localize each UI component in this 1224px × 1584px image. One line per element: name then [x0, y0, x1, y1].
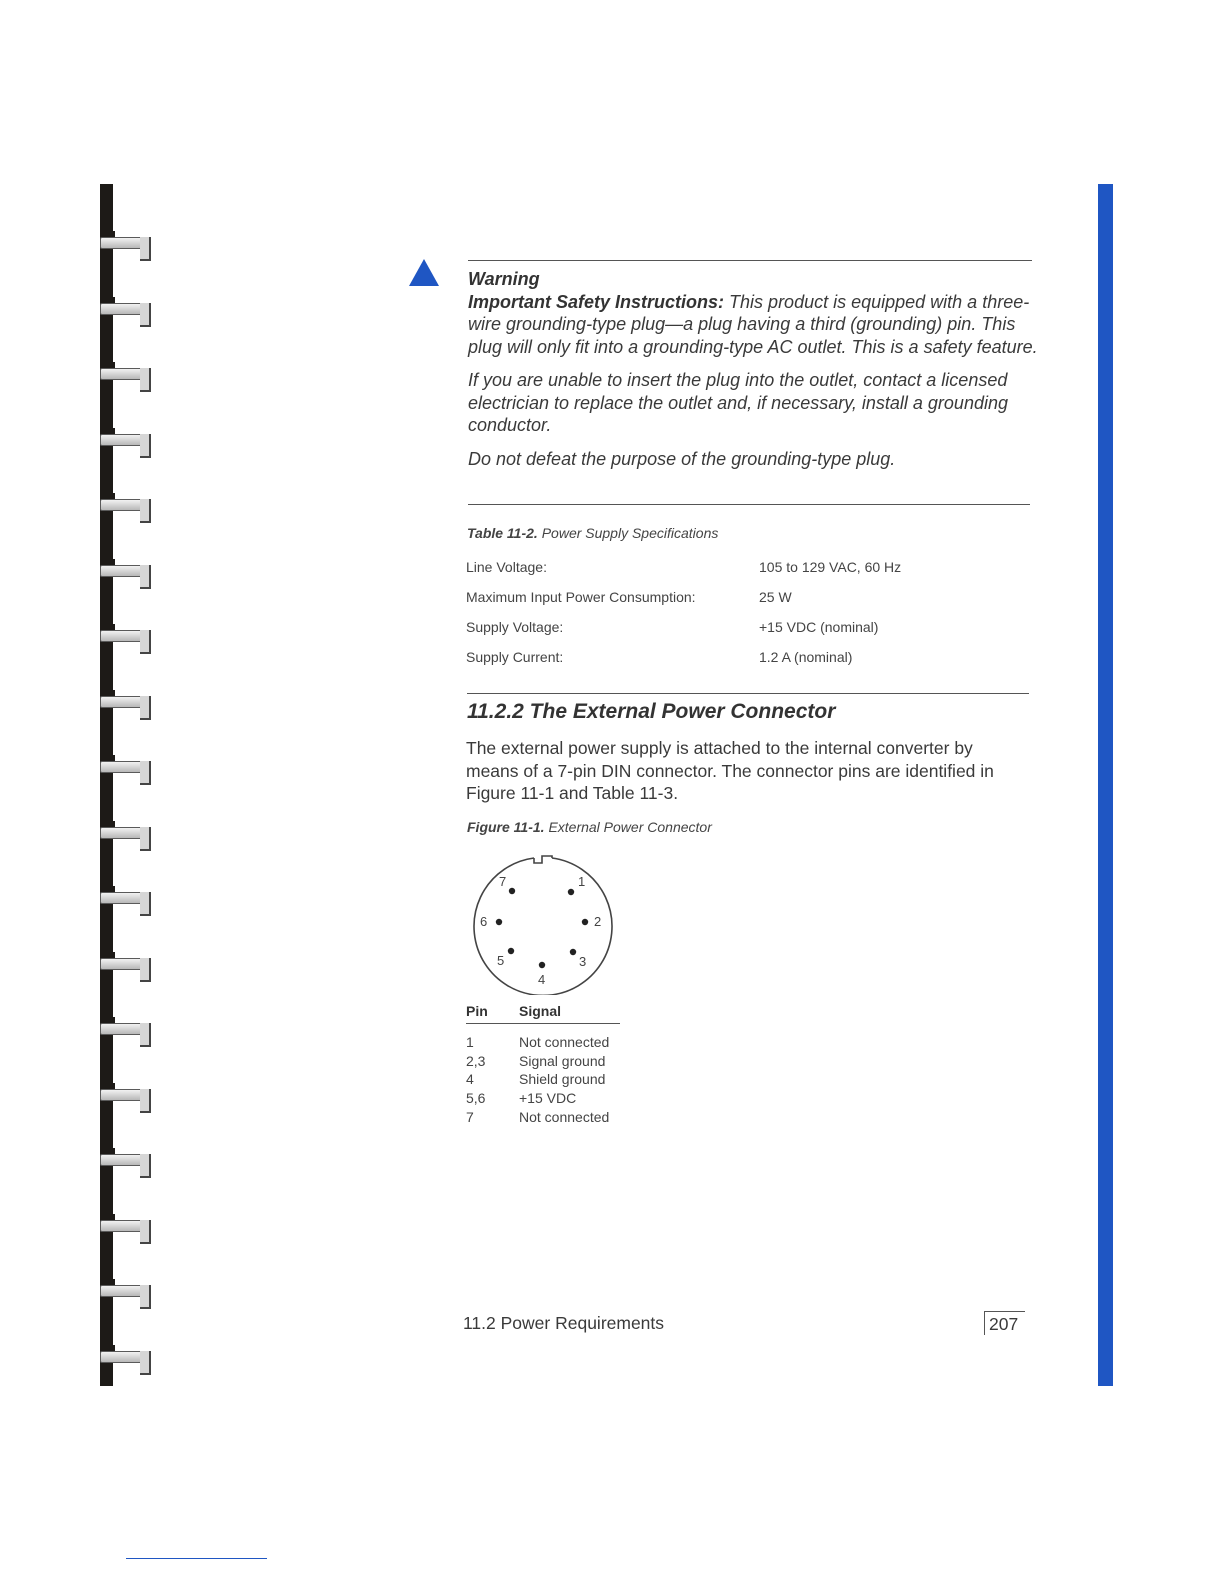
pin-2-dot [582, 919, 588, 925]
warning-paragraph-1 [468, 291, 1043, 359]
pin-label: 5 [497, 953, 505, 968]
binding-coil [100, 1015, 152, 1045]
pin-4-dot [539, 962, 545, 968]
warning-top-rule [468, 260, 1032, 261]
binding-coil [100, 557, 152, 587]
figure-label: Figure 11-1. [467, 819, 545, 835]
pin-7-dot [509, 888, 515, 894]
signal-cell: Signal ground [519, 1052, 606, 1069]
binding-coil [100, 1212, 152, 1242]
table-row [466, 1109, 626, 1128]
table-label: Table 11-2. [467, 525, 538, 541]
pin-label: 1 [578, 874, 586, 889]
binding-coil [100, 884, 152, 914]
signal-header: Signal [519, 1003, 562, 1019]
section-rule [467, 693, 1029, 694]
warning-bottom-rule [468, 504, 1030, 505]
binding-coil [100, 688, 152, 718]
pin-signal-table [466, 1003, 626, 1127]
table-caption-text: Power Supply Specifications [541, 525, 719, 541]
warning-triangle-icon [409, 259, 439, 286]
pin-label: 3 [579, 954, 587, 969]
pin-label: 2 [594, 914, 602, 929]
binding-coil [100, 1081, 152, 1111]
binding-coil [100, 819, 152, 849]
binding-coil [100, 229, 152, 259]
pin-3-dot [570, 949, 576, 955]
pin-cell: 5,6 [466, 1090, 486, 1107]
binding-coil [100, 950, 152, 980]
warning-title: Warning [468, 269, 540, 289]
warning-block [468, 268, 1043, 470]
binding-coil [100, 360, 152, 390]
pin-header: Pin [466, 1003, 488, 1019]
table-caption [467, 525, 718, 541]
figure-caption [467, 819, 712, 835]
spiral-binding [100, 184, 160, 1386]
table-row [466, 1071, 626, 1090]
spec-value: 1.2 A (nominal) [759, 649, 853, 665]
footer-section-title: 11.2 Power Requirements [463, 1313, 665, 1333]
signal-cell: Not connected [519, 1108, 610, 1125]
spec-row [466, 649, 1026, 669]
section-body: The external power supply is attached to the internal converter by means of a 7-pin DIN connector. The connector pins are identified in Figure 11-1 and Table 11-3. [466, 738, 994, 803]
binding-coil [100, 1277, 152, 1307]
warning-text-1: This product is equipped with a three-wire grounding-type plug—a plug having a third (grounding) pin. This plug will only fit into a grounding-type AC outlet. This is a safety feature. [468, 291, 1038, 357]
spec-row [466, 589, 1026, 609]
spec-row [466, 619, 1026, 639]
spec-value: 105 to 129 VAC, 60 Hz [759, 559, 902, 575]
spec-key: Maximum Input Power Consumption: [466, 589, 696, 605]
page-edge-tab [1098, 184, 1113, 1386]
pin-6-dot [496, 919, 502, 925]
binding-coil [100, 622, 152, 652]
spec-key: Supply Current: [466, 649, 564, 665]
binding-coil [100, 1343, 152, 1373]
warning-paragraph-3: Do not defeat the purpose of the grounding-type plug. [468, 448, 896, 469]
spec-key: Line Voltage: [466, 559, 547, 575]
table-row [466, 1053, 626, 1072]
pin-label: 4 [538, 972, 546, 987]
warning-lead: Important Safety Instructions: [468, 291, 725, 312]
connector-key-notch [534, 856, 552, 863]
signal-cell: Shield ground [519, 1071, 606, 1088]
spec-key: Supply Voltage: [466, 619, 564, 635]
figure-caption-text: External Power Connector [548, 819, 712, 835]
pin-1-dot [568, 889, 574, 895]
pin-table-header [466, 1003, 620, 1024]
table-row [466, 1034, 626, 1053]
din-connector-diagram [466, 850, 618, 995]
pin-cell: 2,3 [466, 1052, 486, 1069]
pin-label: 7 [499, 874, 507, 889]
section-heading: 11.2.2 The External Power Connector [467, 700, 836, 723]
warning-paragraph-2: If you are unable to insert the plug into the outlet, contact a licensed electrician to replace the outlet and, if necessary, install a grounding conductor. [468, 370, 1008, 435]
binding-coil [100, 491, 152, 521]
binding-coil [100, 426, 152, 456]
bottom-rule [126, 1558, 267, 1559]
spec-row [466, 559, 1026, 579]
page-number: 207 [984, 1311, 1025, 1335]
pin-cell: 7 [466, 1108, 474, 1125]
spec-value: +15 VDC (nominal) [759, 619, 879, 635]
table-row [466, 1090, 626, 1109]
signal-cell: Not connected [519, 1034, 610, 1050]
pin-5-dot [508, 948, 514, 954]
binding-coil [100, 753, 152, 783]
spec-value: 25 W [759, 589, 792, 605]
binding-coil [100, 1146, 152, 1176]
binding-coil [100, 295, 152, 325]
pin-cell: 1 [466, 1034, 474, 1050]
pin-label: 6 [480, 914, 488, 929]
signal-cell: +15 VDC [519, 1090, 577, 1107]
pin-cell: 4 [466, 1071, 474, 1088]
